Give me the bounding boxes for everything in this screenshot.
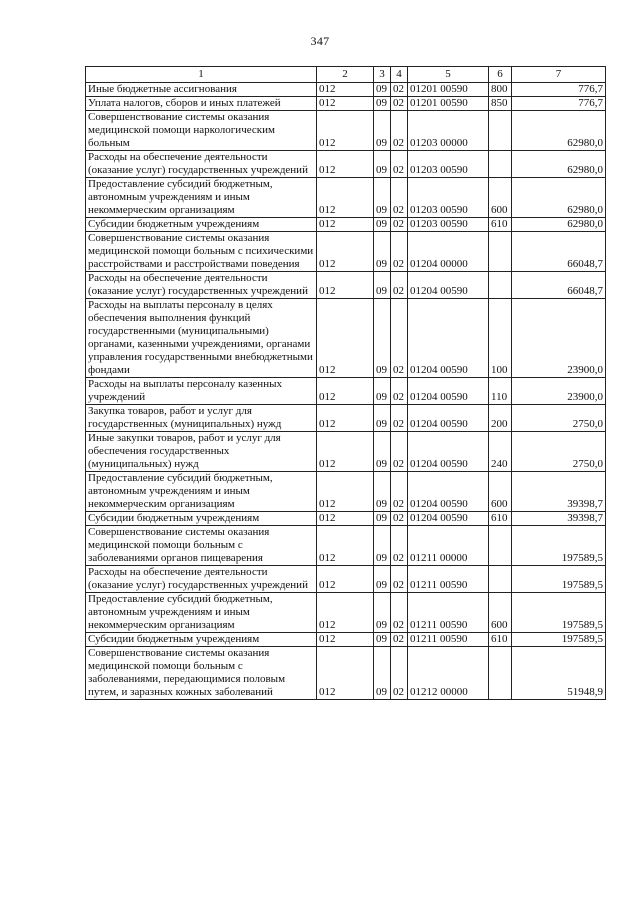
column-header-sum: 7: [512, 67, 606, 83]
row-section-code: 09: [374, 593, 391, 633]
row-subsection-code: 02: [391, 566, 408, 593]
row-sum: 197589,5: [512, 566, 606, 593]
row-target-code: 01203 00590: [408, 151, 489, 178]
row-name: Субсидии бюджетным учреждениям: [86, 218, 317, 232]
row-section-code: 09: [374, 178, 391, 218]
row-name: Совершенствование системы оказания медицинской помощи больным с заболеваниями, передающимися половым путем, и заразных кожных заболеваний: [86, 647, 317, 700]
row-sum: 62980,0: [512, 218, 606, 232]
row-target-code: 01211 00000: [408, 526, 489, 566]
page-number: 347: [310, 34, 330, 48]
row-subsection-code: 02: [391, 151, 408, 178]
row-expense-type: 200: [489, 405, 512, 432]
row-name: Расходы на обеспечение деятельности (оказание услуг) государственных учреждений: [86, 272, 317, 299]
row-name: Иные бюджетные ассигнования: [86, 83, 317, 97]
table-row: [86, 566, 606, 593]
table-body: [86, 83, 606, 700]
row-section-code: 09: [374, 111, 391, 151]
row-subsection-code: 02: [391, 232, 408, 272]
row-expense-type: 600: [489, 178, 512, 218]
row-target-code: 01211 00590: [408, 566, 489, 593]
row-expense-type: [489, 647, 512, 700]
row-expense-type: 600: [489, 593, 512, 633]
row-target-code: 01203 00590: [408, 178, 489, 218]
row-section-code: 09: [374, 218, 391, 232]
row-section-code: 09: [374, 378, 391, 405]
table-row: [86, 647, 606, 700]
row-expense-type: [489, 566, 512, 593]
row-ministry-code: 012: [317, 83, 374, 97]
table-row: [86, 593, 606, 633]
row-section-code: 09: [374, 299, 391, 378]
row-sum: 39398,7: [512, 512, 606, 526]
row-sum: 2750,0: [512, 405, 606, 432]
row-ministry-code: 012: [317, 512, 374, 526]
row-name: Совершенствование системы оказания медицинской помощи больным с заболеваниями органов пищеварения: [86, 526, 317, 566]
row-section-code: 09: [374, 232, 391, 272]
row-sum: 23900,0: [512, 299, 606, 378]
column-header-name: 1: [86, 67, 317, 83]
row-ministry-code: 012: [317, 472, 374, 512]
row-target-code: 01204 00590: [408, 432, 489, 472]
row-subsection-code: 02: [391, 111, 408, 151]
row-ministry-code: 012: [317, 218, 374, 232]
row-subsection-code: 02: [391, 512, 408, 526]
row-expense-type: [489, 151, 512, 178]
row-section-code: 09: [374, 512, 391, 526]
row-subsection-code: 02: [391, 299, 408, 378]
row-name: Совершенствование системы оказания медицинской помощи наркологическим больным: [86, 111, 317, 151]
row-expense-type: [489, 526, 512, 566]
row-expense-type: 110: [489, 378, 512, 405]
row-section-code: 09: [374, 566, 391, 593]
row-sum: 776,7: [512, 83, 606, 97]
row-sum: 197589,5: [512, 593, 606, 633]
row-subsection-code: 02: [391, 272, 408, 299]
row-subsection-code: 02: [391, 432, 408, 472]
row-name: Предоставление субсидий бюджетным, автономным учреждениям и иным некоммерческим организациям: [86, 178, 317, 218]
row-name: Субсидии бюджетным учреждениям: [86, 633, 317, 647]
table-row: [86, 111, 606, 151]
column-header-section: 3: [374, 67, 391, 83]
row-expense-type: 100: [489, 299, 512, 378]
row-ministry-code: 012: [317, 151, 374, 178]
row-name: Предоставление субсидий бюджетным, автономным учреждениям и иным некоммерческим организациям: [86, 472, 317, 512]
table-row: [86, 526, 606, 566]
row-expense-type: [489, 111, 512, 151]
row-name: Совершенствование системы оказания медицинской помощи больным с психическими расстройствами и расстройствами поведения: [86, 232, 317, 272]
column-header-ministry: 2: [317, 67, 374, 83]
row-ministry-code: 012: [317, 299, 374, 378]
row-ministry-code: 012: [317, 633, 374, 647]
row-ministry-code: 012: [317, 647, 374, 700]
row-ministry-code: 012: [317, 272, 374, 299]
row-sum: 62980,0: [512, 178, 606, 218]
row-section-code: 09: [374, 526, 391, 566]
row-target-code: 01211 00590: [408, 593, 489, 633]
table-row: [86, 83, 606, 97]
row-sum: 197589,5: [512, 633, 606, 647]
row-target-code: 01204 00590: [408, 378, 489, 405]
table-row: [86, 218, 606, 232]
row-subsection-code: 02: [391, 405, 408, 432]
row-target-code: 01212 00000: [408, 647, 489, 700]
row-name: Субсидии бюджетным учреждениям: [86, 512, 317, 526]
table-row: [86, 405, 606, 432]
column-header-target: 5: [408, 67, 489, 83]
row-subsection-code: 02: [391, 378, 408, 405]
row-subsection-code: 02: [391, 97, 408, 111]
row-subsection-code: 02: [391, 526, 408, 566]
row-subsection-code: 02: [391, 472, 408, 512]
row-section-code: 09: [374, 472, 391, 512]
row-sum: 66048,7: [512, 272, 606, 299]
row-sum: 197589,5: [512, 526, 606, 566]
row-ministry-code: 012: [317, 111, 374, 151]
row-target-code: 01204 00590: [408, 512, 489, 526]
row-sum: 39398,7: [512, 472, 606, 512]
table-row: [86, 151, 606, 178]
row-expense-type: 240: [489, 432, 512, 472]
row-name: Предоставление субсидий бюджетным, автономным учреждениям и иным некоммерческим организациям: [86, 593, 317, 633]
row-target-code: 01204 00590: [408, 472, 489, 512]
row-section-code: 09: [374, 151, 391, 178]
row-expense-type: 850: [489, 97, 512, 111]
row-expense-type: [489, 272, 512, 299]
row-target-code: 01204 00590: [408, 272, 489, 299]
row-sum: 23900,0: [512, 378, 606, 405]
row-ministry-code: 012: [317, 566, 374, 593]
row-subsection-code: 02: [391, 178, 408, 218]
row-ministry-code: 012: [317, 232, 374, 272]
row-subsection-code: 02: [391, 593, 408, 633]
row-expense-type: [489, 232, 512, 272]
row-target-code: 01204 00590: [408, 299, 489, 378]
row-name: Уплата налогов, сборов и иных платежей: [86, 97, 317, 111]
row-section-code: 09: [374, 432, 391, 472]
table-row: [86, 432, 606, 472]
column-header-type: 6: [489, 67, 512, 83]
row-ministry-code: 012: [317, 526, 374, 566]
row-name: Расходы на обеспечение деятельности (оказание услуг) государственных учреждений: [86, 566, 317, 593]
column-header-subsection: 4: [391, 67, 408, 83]
table-row: [86, 472, 606, 512]
row-subsection-code: 02: [391, 83, 408, 97]
row-ministry-code: 012: [317, 378, 374, 405]
row-expense-type: 600: [489, 472, 512, 512]
row-section-code: 09: [374, 647, 391, 700]
row-ministry-code: 012: [317, 97, 374, 111]
row-subsection-code: 02: [391, 647, 408, 700]
row-subsection-code: 02: [391, 633, 408, 647]
row-section-code: 09: [374, 272, 391, 299]
table-header-row: [86, 67, 606, 83]
row-sum: 2750,0: [512, 432, 606, 472]
row-section-code: 09: [374, 405, 391, 432]
row-target-code: 01203 00590: [408, 218, 489, 232]
row-expense-type: 610: [489, 512, 512, 526]
row-expense-type: 610: [489, 218, 512, 232]
row-target-code: 01211 00590: [408, 633, 489, 647]
row-sum: 66048,7: [512, 232, 606, 272]
row-sum: 776,7: [512, 97, 606, 111]
row-sum: 62980,0: [512, 151, 606, 178]
table-row: [86, 178, 606, 218]
table-row: [86, 633, 606, 647]
row-expense-type: 610: [489, 633, 512, 647]
row-section-code: 09: [374, 97, 391, 111]
row-section-code: 09: [374, 83, 391, 97]
row-target-code: 01201 00590: [408, 97, 489, 111]
row-name: Расходы на обеспечение деятельности (оказание услуг) государственных учреждений: [86, 151, 317, 178]
row-section-code: 09: [374, 633, 391, 647]
row-ministry-code: 012: [317, 432, 374, 472]
table-row: [86, 272, 606, 299]
table-row: [86, 378, 606, 405]
table-row: [86, 97, 606, 111]
table-row: [86, 232, 606, 272]
row-name: Закупка товаров, работ и услуг для государственных (муниципальных) нужд: [86, 405, 317, 432]
row-target-code: 01203 00000: [408, 111, 489, 151]
table-row: [86, 299, 606, 378]
table-row: [86, 512, 606, 526]
row-sum: 51948,9: [512, 647, 606, 700]
row-expense-type: 800: [489, 83, 512, 97]
row-target-code: 01204 00000: [408, 232, 489, 272]
row-target-code: 01201 00590: [408, 83, 489, 97]
row-name: Иные закупки товаров, работ и услуг для обеспечения государственных (муниципальных) нужд: [86, 432, 317, 472]
row-ministry-code: 012: [317, 405, 374, 432]
row-subsection-code: 02: [391, 218, 408, 232]
row-ministry-code: 012: [317, 178, 374, 218]
row-name: Расходы на выплаты персоналу в целях обеспечения выполнения функций государственными (муниципальными) органами, казенными учреждениями, органами управления государственными внебюджетными фондами: [86, 299, 317, 378]
budget-table: [85, 66, 606, 700]
row-target-code: 01204 00590: [408, 405, 489, 432]
row-name: Расходы на выплаты персоналу казенных учреждений: [86, 378, 317, 405]
row-ministry-code: 012: [317, 593, 374, 633]
row-sum: 62980,0: [512, 111, 606, 151]
